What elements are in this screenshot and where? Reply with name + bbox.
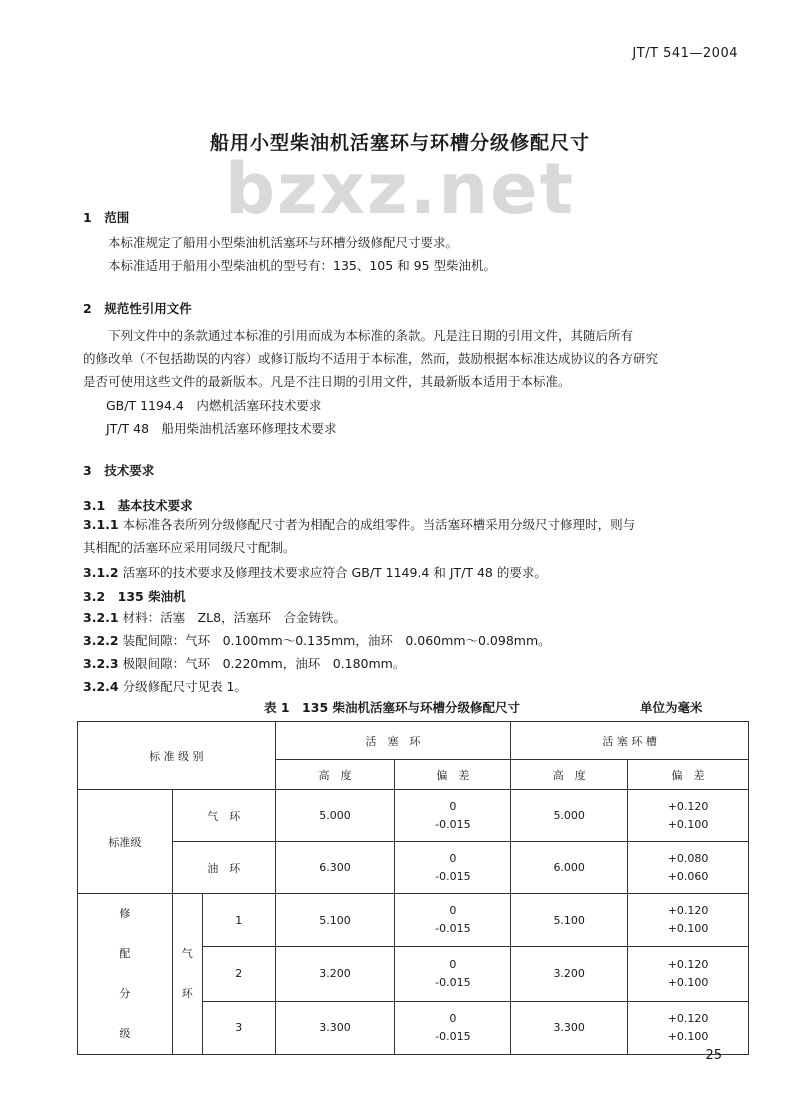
lower-deviation: +0.100 bbox=[667, 817, 709, 831]
ring-height: 6.300 bbox=[275, 842, 395, 894]
lower-deviation: +0.100 bbox=[667, 1029, 709, 1043]
upper-deviation: 0 bbox=[449, 957, 457, 971]
upper-deviation: +0.120 bbox=[667, 799, 709, 813]
groove-tolerance bbox=[628, 790, 749, 842]
header-piston-ring: 活 塞 环 bbox=[275, 722, 511, 760]
standard-number: JT/T 541—2004 bbox=[632, 46, 738, 61]
ring-height: 5.000 bbox=[275, 790, 395, 842]
repair-char: 级 bbox=[119, 1027, 131, 1040]
repair-char: 配 bbox=[119, 947, 131, 960]
lower-deviation: +0.060 bbox=[667, 869, 709, 883]
document-title: 船用小型柴油机活塞环与环槽分级修配尺寸 bbox=[209, 132, 590, 154]
clause-3-2-1 bbox=[83, 608, 346, 628]
repair-grade-label bbox=[78, 894, 173, 1055]
table-caption: 表 1 135 柴油机活塞环与环槽分级修配尺寸 bbox=[264, 700, 520, 715]
header-ring-height: 高 度 bbox=[275, 760, 395, 790]
groove-tolerance bbox=[628, 1001, 749, 1054]
repair-level: 2 bbox=[202, 947, 275, 1001]
clause-3-1-2 bbox=[83, 563, 547, 583]
ring-tolerance bbox=[395, 1001, 511, 1054]
air-char: 气 bbox=[181, 947, 193, 960]
repair-level: 3 bbox=[202, 1001, 275, 1054]
upper-deviation: 0 bbox=[449, 904, 457, 918]
ring-height: 3.300 bbox=[275, 1001, 395, 1054]
upper-deviation: 0 bbox=[449, 799, 457, 813]
lower-deviation: -0.015 bbox=[435, 817, 471, 831]
groove-height: 3.200 bbox=[511, 947, 628, 1001]
groove-tolerance bbox=[628, 842, 749, 894]
groove-tolerance bbox=[628, 947, 749, 1001]
clause-3-1-1 bbox=[83, 515, 635, 535]
clause-number: 3.2.1 bbox=[83, 610, 119, 625]
groove-height: 3.300 bbox=[511, 1001, 628, 1054]
header-ring-groove: 活 塞 环 槽 bbox=[511, 722, 749, 760]
clause-3-2-3 bbox=[83, 654, 405, 674]
section-3-heading: 3 技术要求 bbox=[83, 463, 155, 478]
clause-text: 装配间隙：气环 0.100mm～0.135mm，油环 0.060mm～0.098mm。 bbox=[122, 633, 551, 648]
clause-3-2-4 bbox=[83, 677, 247, 697]
table-header-row bbox=[78, 722, 749, 760]
ring-tolerance bbox=[395, 947, 511, 1001]
header-ring-tolerance: 偏 差 bbox=[395, 760, 511, 790]
groove-height: 6.000 bbox=[511, 842, 628, 894]
section-2-heading: 2 规范性引用文件 bbox=[83, 301, 192, 316]
ring-height: 5.100 bbox=[275, 894, 395, 947]
clause-3-2-2 bbox=[83, 631, 551, 651]
upper-deviation: +0.120 bbox=[667, 957, 709, 971]
clause-number: 3.1.2 bbox=[83, 565, 119, 580]
groove-tolerance bbox=[628, 894, 749, 947]
repair-char: 修 bbox=[119, 907, 131, 920]
header-grade: 标 准 级 别 bbox=[78, 722, 276, 790]
clause-text: 本标准各表所列分级修配尺寸者为相配合的成组零件。当活塞环槽采用分级尺寸修理时，则与 bbox=[122, 517, 636, 532]
header-groove-tolerance: 偏 差 bbox=[628, 760, 749, 790]
section-1-heading: 1 范围 bbox=[83, 210, 130, 225]
section-2-para-line-1: 下列文件中的条款通过本标准的引用而成为本标准的条款。凡是注日期的引用文件，其随后所有 bbox=[108, 328, 634, 343]
table-row bbox=[78, 842, 749, 894]
ring-tolerance bbox=[395, 790, 511, 842]
clause-number: 3.2.3 bbox=[83, 656, 119, 671]
upper-deviation: 0 bbox=[449, 1011, 457, 1025]
table-row bbox=[78, 894, 749, 947]
repair-char: 分 bbox=[119, 987, 131, 1000]
clause-number: 3.2.2 bbox=[83, 633, 119, 648]
watermark: bzxz.net bbox=[224, 148, 576, 230]
clause-text: 分级修配尺寸见表 1。 bbox=[122, 679, 248, 694]
clause-text: 极限间隙：气环 0.220mm，油环 0.180mm。 bbox=[122, 656, 406, 671]
table-row bbox=[78, 790, 749, 842]
clause-3-1-1-cont: 其相配的活塞环应采用同级尺寸配制。 bbox=[83, 540, 296, 555]
ring-height: 3.200 bbox=[275, 947, 395, 1001]
section-1-para-1: 本标准规定了船用小型柴油机活塞环与环槽分级修配尺寸要求。 bbox=[108, 235, 459, 250]
ring-tolerance bbox=[395, 842, 511, 894]
lower-deviation: +0.100 bbox=[667, 975, 709, 989]
upper-deviation: +0.120 bbox=[667, 904, 709, 918]
table-unit: 单位为毫米 bbox=[640, 700, 703, 715]
section-2-para-line-2: 的修改单（不包括勘误的内容）或修订版均不适用于本标准，然而，鼓励根据本标准达成协议的各方研究 bbox=[83, 351, 659, 366]
size-table bbox=[77, 721, 749, 1055]
section-1-para-2: 本标准适用于船用小型柴油机的型号有：135、105 和 95 型柴油机。 bbox=[108, 258, 497, 273]
section-3-2-heading: 3.2 135 柴油机 bbox=[83, 589, 186, 604]
lower-deviation: -0.015 bbox=[435, 1029, 471, 1043]
lower-deviation: +0.100 bbox=[667, 922, 709, 936]
upper-deviation: +0.120 bbox=[667, 1011, 709, 1025]
lower-deviation: -0.015 bbox=[435, 869, 471, 883]
lower-deviation: -0.015 bbox=[435, 975, 471, 989]
clause-text: 活塞环的技术要求及修理技术要求应符合 GB/T 1149.4 和 JT/T 48 的要求。 bbox=[122, 565, 547, 580]
upper-deviation: +0.080 bbox=[667, 851, 709, 865]
section-3-1-heading: 3.1 基本技术要求 bbox=[83, 498, 193, 513]
header-groove-height: 高 度 bbox=[511, 760, 628, 790]
upper-deviation: 0 bbox=[449, 851, 457, 865]
oil-ring-label: 油 环 bbox=[172, 842, 275, 894]
standard-grade-label: 标准级 bbox=[78, 790, 173, 894]
section-2-para-line-3: 是否可使用这些文件的最新版本。凡是不注日期的引用文件，其最新版本适用于本标准。 bbox=[83, 374, 571, 389]
clause-number: 3.1.1 bbox=[83, 517, 119, 532]
ring-char: 环 bbox=[181, 987, 193, 1000]
page-number: 25 bbox=[705, 1048, 722, 1063]
clause-number: 3.2.4 bbox=[83, 679, 119, 694]
clause-text: 材料：活塞 ZL8，活塞环 合金铸铁。 bbox=[122, 610, 347, 625]
repair-level: 1 bbox=[202, 894, 275, 947]
groove-height: 5.100 bbox=[511, 894, 628, 947]
repair-air-ring-label bbox=[172, 894, 202, 1055]
reference-jtt-48: JT/T 48 船用柴油机活塞环修理技术要求 bbox=[106, 421, 337, 436]
reference-gbt-1194: GB/T 1194.4 内燃机活塞环技术要求 bbox=[106, 398, 322, 413]
groove-height: 5.000 bbox=[511, 790, 628, 842]
lower-deviation: -0.015 bbox=[435, 922, 471, 936]
air-ring-label: 气 环 bbox=[172, 790, 275, 842]
ring-tolerance bbox=[395, 894, 511, 947]
